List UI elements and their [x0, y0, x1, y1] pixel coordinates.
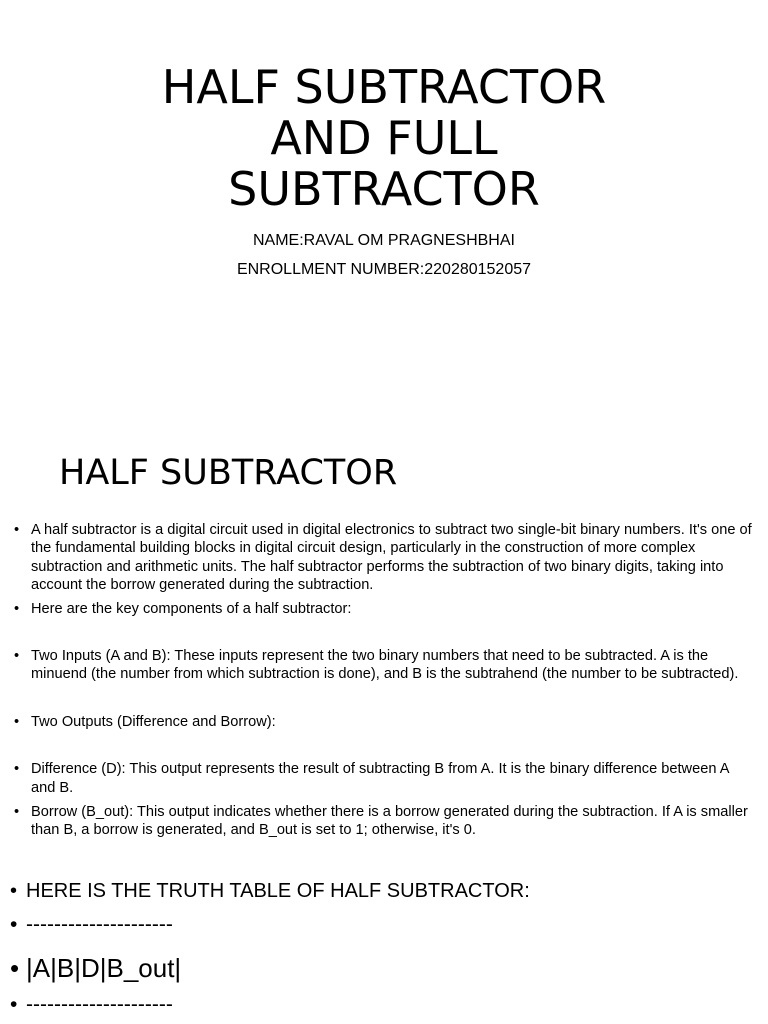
list-item: • A half subtractor is a digital circuit used in digital electronics to subtract two single-bit binary numbers. It's one of the fundamental building blocks in digital circuit design, particularly in the construction of more complex subtraction and arithmetic units. The half subtractor performs the subtraction of two binary digits, taking into account the borrow generated during the subtraction.: [0, 521, 768, 595]
document-title: [0, 62, 768, 215]
bullet-list: [0, 521, 768, 840]
list-item: • Here are the key components of a half subtractor:: [0, 600, 768, 618]
title-line-1: HALF SUBTRACTOR: [161, 60, 607, 114]
truth-table-lines: [0, 912, 181, 1018]
enrollment-number: ENROLLMENT NUMBER:220280152057: [236, 261, 532, 278]
list-item: • Two Inputs (A and B): These inputs represent the two binary numbers that need to be subtracted. A is the minuend (the number from which subtraction is done), and B is the subtrahend (the number to be subtracted).: [0, 647, 768, 684]
list-item: • Borrow (B_out): This output indicates whether there is a borrow generated during the subtraction. If A is smaller than B, a borrow is generated, and B_out is set to 1; otherwise, it's 0.: [0, 803, 768, 840]
truth-table-heading: • HERE IS THE TRUTH TABLE OF HALF SUBTRACTOR:: [0, 879, 530, 903]
title-line-2: AND FULL: [270, 111, 498, 165]
truth-table-heading-list: [0, 879, 530, 903]
title-line-3: SUBTRACTOR: [228, 162, 540, 216]
list-item: • Two Outputs (Difference and Borrow):: [0, 713, 768, 731]
section-title: HALF SUBTRACTOR: [59, 453, 398, 493]
list-item: • Difference (D): This output represents the result of subtracting B from A. It is the binary difference between A and B.: [0, 760, 768, 797]
table-line: • |A|B|D|B_out|: [0, 952, 181, 984]
table-line: • ---------------------: [0, 912, 181, 938]
author-name: NAME:RAVAL OM PRAGNESHBHAI: [253, 232, 515, 249]
table-line: • ---------------------: [0, 992, 181, 1018]
